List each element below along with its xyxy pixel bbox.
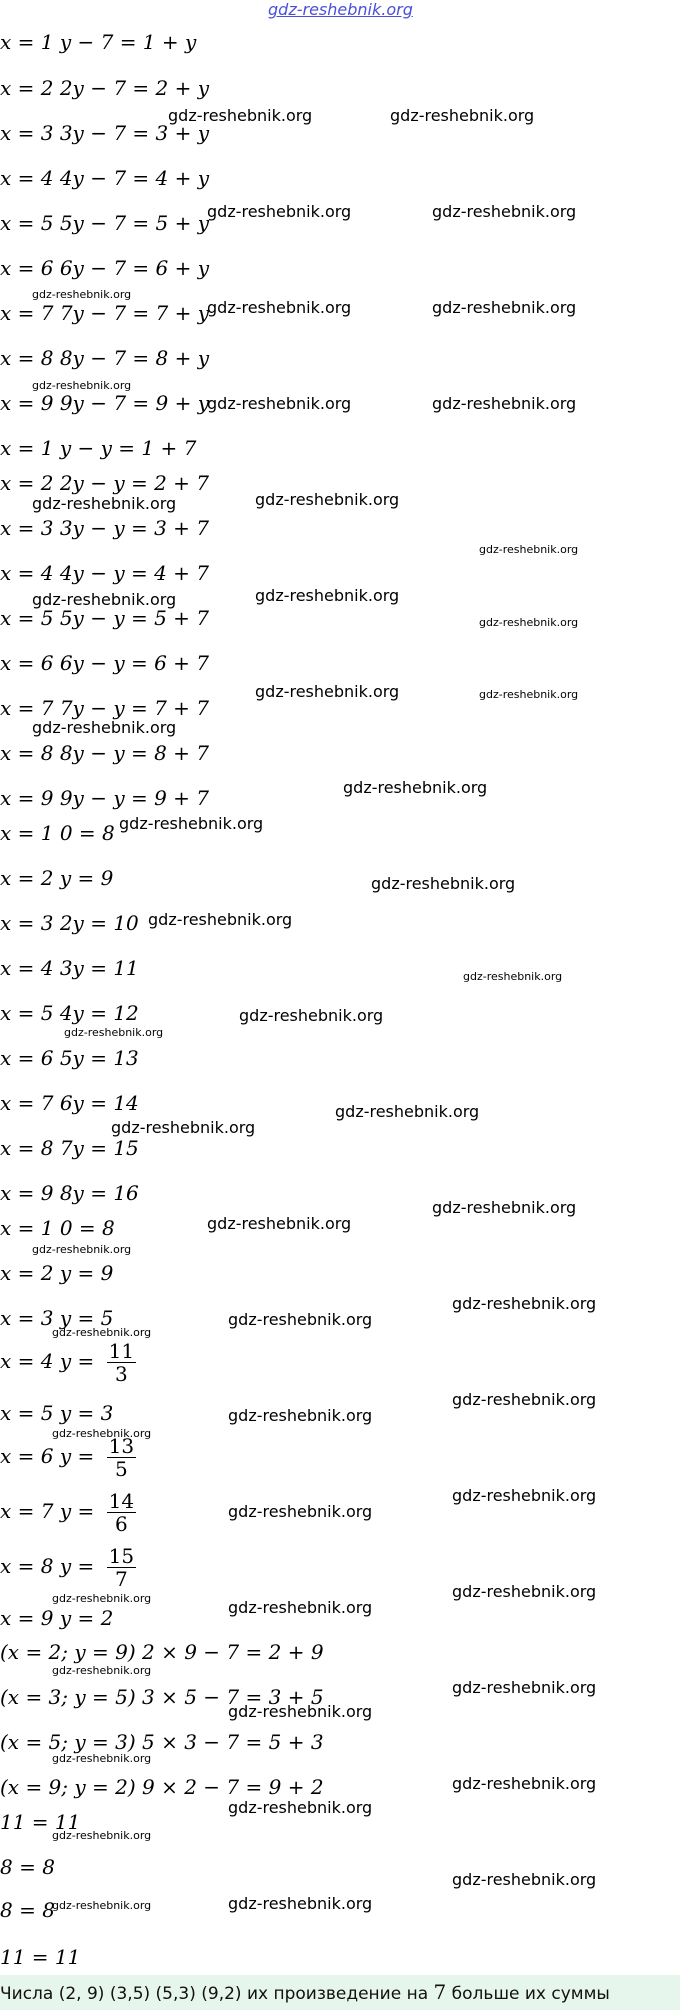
fraction: [107, 1435, 136, 1480]
watermark: gdz-reshebnik.org: [452, 1486, 597, 1505]
watermark: gdz-reshebnik.org: [52, 1899, 152, 1912]
watermark: gdz-reshebnik.org: [207, 1214, 352, 1233]
equation-line: x = 5 5y − y = 5 + 7: [0, 606, 210, 630]
watermark: gdz-reshebnik.org: [32, 1243, 132, 1256]
equation-line: (x = 5; y = 3) 5 × 3 − 7 = 5 + 3: [0, 1730, 324, 1754]
watermark: gdz-reshebnik.org: [32, 288, 132, 301]
equation-line: x = 2 y = 9: [0, 1261, 114, 1285]
watermark: gdz-reshebnik.org: [432, 202, 577, 221]
equation-line: 11 = 11: [0, 1945, 81, 1969]
watermark: gdz-reshebnik.org: [452, 1582, 597, 1601]
watermark: gdz-reshebnik.org: [432, 298, 577, 317]
equation-line: x = 3 2y = 10: [0, 911, 139, 935]
watermark: gdz-reshebnik.org: [335, 1102, 480, 1121]
watermark: gdz-reshebnik.org: [32, 590, 177, 609]
equation-line: x = 4 4y − y = 4 + 7: [0, 561, 210, 585]
equation-line: (x = 3; y = 5) 3 × 5 − 7 = 3 + 5: [0, 1685, 324, 1709]
equation-line: x = 3 3y − y = 3 + 7: [0, 516, 210, 540]
watermark: gdz-reshebnik.org: [228, 1598, 373, 1617]
watermark: gdz-reshebnik.org: [343, 778, 488, 797]
watermark: gdz-reshebnik.org: [111, 1118, 256, 1137]
watermark: gdz-reshebnik.org: [452, 1678, 597, 1697]
equation-line: (x = 2; y = 9) 2 × 9 − 7 = 2 + 9: [0, 1640, 324, 1664]
watermark: gdz-reshebnik.org: [32, 379, 132, 392]
equation-line: x = 4 3y = 11: [0, 956, 139, 980]
watermark: gdz-reshebnik.org: [52, 1752, 152, 1765]
fraction-denominator: 7: [114, 1567, 128, 1591]
answer-suffix: больше их суммы: [451, 1984, 610, 2004]
watermark: gdz-reshebnik.org: [207, 298, 352, 317]
watermark: gdz-reshebnik.org: [228, 1702, 373, 1721]
watermark: gdz-reshebnik.org: [255, 490, 400, 509]
equation-line: 11 = 11: [0, 1810, 81, 1834]
equation-line: x = 5 4y = 12: [0, 1001, 139, 1025]
equation-line: x = 2 2y − y = 2 + 7: [0, 471, 210, 495]
equation-line: x = 1 y − 7 = 1 + y: [0, 30, 197, 54]
equation-line: [0, 1340, 136, 1385]
watermark: gdz-reshebnik.org: [432, 1198, 577, 1217]
equation-line: [0, 1545, 136, 1590]
equation-line: x = 9 8y = 16: [0, 1181, 139, 1205]
watermark: gdz-reshebnik.org: [148, 910, 293, 929]
equation-line: x = 5 5y − 7 = 5 + y: [0, 211, 210, 235]
equation-line: (x = 9; y = 2) 9 × 2 − 7 = 9 + 2: [0, 1775, 324, 1799]
equation-line: x = 1 0 = 8: [0, 1216, 115, 1240]
equation-line: x = 3 y = 5: [0, 1306, 114, 1330]
site-link[interactable]: gdz-reshebnik.org: [268, 0, 413, 19]
watermark: gdz-reshebnik.org: [228, 1798, 373, 1817]
watermark: gdz-reshebnik.org: [32, 494, 177, 513]
equation-text: x = 4 y =: [0, 1349, 95, 1373]
watermark: gdz-reshebnik.org: [432, 394, 577, 413]
watermark: gdz-reshebnik.org: [452, 1294, 597, 1313]
watermark: gdz-reshebnik.org: [463, 970, 563, 983]
equation-line: 8 = 8: [0, 1855, 55, 1879]
watermark: gdz-reshebnik.org: [52, 1664, 152, 1677]
answer-banner: [0, 1975, 680, 2010]
equation-line: x = 7 6y = 14: [0, 1091, 139, 1115]
watermark: gdz-reshebnik.org: [52, 1829, 152, 1842]
watermark: gdz-reshebnik.org: [390, 106, 535, 125]
equation-line: x = 2 y = 9: [0, 866, 114, 890]
equation-text: x = 6 y =: [0, 1444, 95, 1468]
equation-line: x = 2 2y − 7 = 2 + y: [0, 76, 210, 100]
equation-line: x = 7 7y − y = 7 + 7: [0, 696, 210, 720]
equation-line: x = 9 9y − y = 9 + 7: [0, 786, 210, 810]
fraction: [107, 1490, 136, 1535]
equation-line: x = 4 4y − 7 = 4 + y: [0, 166, 210, 190]
equation-line: x = 1 0 = 8: [0, 821, 115, 845]
fraction-denominator: 5: [114, 1457, 128, 1481]
fraction: [107, 1340, 136, 1385]
equation-text: x = 8 y =: [0, 1554, 95, 1578]
equation-line: x = 8 8y − 7 = 8 + y: [0, 346, 210, 370]
equation-line: x = 6 6y − y = 6 + 7: [0, 651, 210, 675]
fraction: [107, 1545, 136, 1590]
equation-line: x = 1 y − y = 1 + 7: [0, 436, 197, 460]
watermark: gdz-reshebnik.org: [168, 106, 313, 125]
equation-line: x = 5 y = 3: [0, 1401, 114, 1425]
watermark: gdz-reshebnik.org: [479, 543, 579, 556]
equation-line: x = 7 7y − 7 = 7 + y: [0, 301, 210, 325]
watermark: gdz-reshebnik.org: [479, 616, 579, 629]
equation-line: [0, 1435, 136, 1480]
equation-text: x = 7 y =: [0, 1499, 95, 1523]
watermark: gdz-reshebnik.org: [255, 682, 400, 701]
watermark: gdz-reshebnik.org: [255, 586, 400, 605]
fraction-denominator: 3: [114, 1362, 128, 1386]
watermark: gdz-reshebnik.org: [64, 1026, 164, 1039]
equation-line: 8 = 8: [0, 1898, 55, 1922]
watermark: gdz-reshebnik.org: [207, 202, 352, 221]
watermark: gdz-reshebnik.org: [52, 1326, 152, 1339]
equation-line: x = 3 3y − 7 = 3 + y: [0, 121, 210, 145]
watermark: gdz-reshebnik.org: [52, 1427, 152, 1440]
watermark: gdz-reshebnik.org: [452, 1870, 597, 1889]
watermark: gdz-reshebnik.org: [239, 1006, 384, 1025]
fraction-numerator: 13: [108, 1434, 135, 1458]
watermark: gdz-reshebnik.org: [228, 1310, 373, 1329]
watermark: gdz-reshebnik.org: [228, 1502, 373, 1521]
answer-number: 7: [433, 1980, 447, 2004]
fraction-numerator: 15: [108, 1544, 135, 1568]
equation-line: x = 9 y = 2: [0, 1606, 114, 1630]
fraction-denominator: 6: [114, 1512, 128, 1536]
watermark: gdz-reshebnik.org: [452, 1774, 597, 1793]
watermark: gdz-reshebnik.org: [452, 1390, 597, 1409]
equation-line: x = 9 9y − 7 = 9 + y: [0, 391, 210, 415]
watermark: gdz-reshebnik.org: [228, 1406, 373, 1425]
watermark: gdz-reshebnik.org: [207, 394, 352, 413]
watermark: gdz-reshebnik.org: [119, 814, 264, 833]
equation-line: x = 8 8y − y = 8 + 7: [0, 741, 210, 765]
watermark: gdz-reshebnik.org: [32, 718, 177, 737]
watermark: gdz-reshebnik.org: [371, 874, 516, 893]
equation-line: x = 8 7y = 15: [0, 1136, 139, 1160]
watermark: gdz-reshebnik.org: [52, 1592, 152, 1605]
equation-line: [0, 1490, 136, 1535]
fraction-numerator: 11: [108, 1339, 135, 1363]
watermark: gdz-reshebnik.org: [479, 688, 579, 701]
equation-line: x = 6 5y = 13: [0, 1046, 139, 1070]
fraction-numerator: 14: [108, 1489, 135, 1513]
watermark: gdz-reshebnik.org: [228, 1894, 373, 1913]
equation-line: x = 6 6y − 7 = 6 + y: [0, 256, 210, 280]
answer-prefix: Числа (2, 9) (3,5) (5,3) (9,2) их произведение на: [0, 1984, 429, 2004]
